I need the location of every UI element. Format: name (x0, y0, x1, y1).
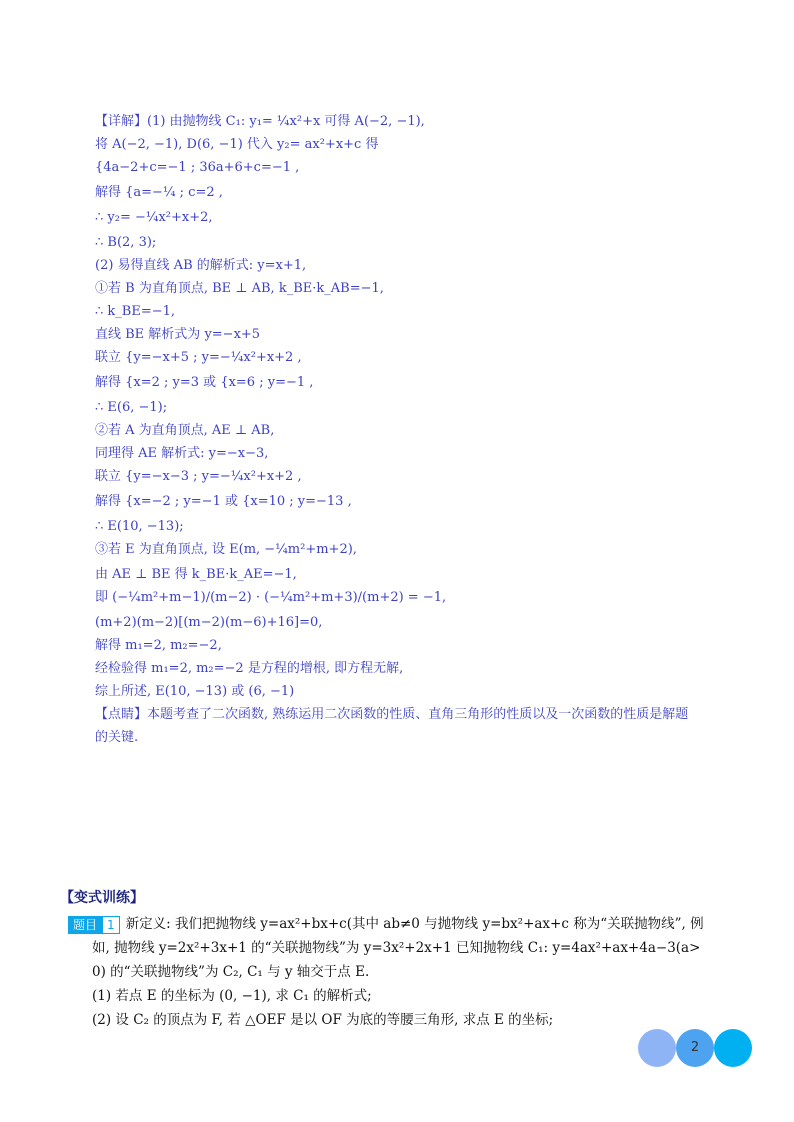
solution-line: ①若 B 为直角顶点, BE ⊥ AB, k_BE·k_AB=−1, (95, 281, 384, 296)
solution-line: 解得 {a=−¼ ; c=2 , (95, 185, 223, 200)
page-number-badge (638, 1029, 753, 1069)
solution-line: 综上所述, E(10, −13) 或 (6, −1) (95, 684, 295, 699)
solution-line: 联立 {y=−x−3 ; y=−¼x²+x+2 , (95, 469, 302, 484)
problem-tag-number: 1 (102, 916, 120, 934)
solution-line: 直线 BE 解析式为 y=−x+5 (95, 327, 261, 342)
question-1: (1) 若点 E 的坐标为 (0, −1), 求 C₁ 的解析式; (92, 988, 372, 1004)
badge-circle-right (714, 1029, 752, 1067)
problem-line-1 (68, 912, 748, 936)
question-2: (2) 设 C₂ 的顶点为 F, 若 △OEF 是以 OF 为底的等腰三角形, 求点 E 的坐标; (92, 1012, 554, 1028)
problem-tag: 题目 (68, 916, 102, 934)
solution-line: {4a−2+c=−1 ; 36a+6+c=−1 , (95, 160, 300, 175)
solution-line: 联立 {y=−x+5 ; y=−¼x²+x+2 , (95, 350, 302, 365)
problem-text: 新定义: 我们把抛物线 y=ax²+bx+c(其中 ab≠0 与抛物线 y=bx²+ax+c 称为“关联抛物线”, 例 (125, 916, 704, 932)
solution-line: 即 (−¼m²+m−1)/(m−2) · (−¼m²+m+3)/(m+2) = −1, (95, 590, 447, 605)
section-heading: 【变式训练】 (60, 890, 144, 906)
solution-line: ③若 E 为直角顶点, 设 E(m, −¼m²+m+2), (95, 542, 357, 557)
solution-line: ∴ k_BE=−1, (95, 304, 176, 319)
solution-line: 由 AE ⊥ BE 得 k_BE·k_AE=−1, (95, 567, 297, 582)
solution-block (95, 114, 735, 753)
problem-line-2: 如, 抛物线 y=2x²+3x+1 的“关联抛物线”为 y=3x²+2x+1 已知抛物线 C₁: y=4ax²+ax+4a−3(a> (92, 940, 701, 956)
solution-line: ∴ y₂= −¼x²+x+2, (95, 210, 213, 225)
solution-line: 经检验得 m₁=2, m₂=−2 是方程的增根, 即方程无解, (95, 661, 404, 676)
problem-line-3: 0) 的“关联抛物线”为 C₂, C₁ 与 y 轴交于点 E. (92, 964, 370, 980)
solution-line: 解得 {x=−2 ; y=−1 或 {x=10 ; y=−13 , (95, 494, 352, 509)
solution-line: 将 A(−2, −1), D(6, −1) 代入 y₂= ax²+x+c 得 (95, 137, 379, 152)
badge-circle-left (638, 1029, 676, 1067)
solution-line: ∴ E(6, −1); (95, 400, 168, 415)
solution-line: (2) 易得直线 AB 的解析式: y=x+1, (95, 258, 307, 273)
solution-line: 解得 {x=2 ; y=3 或 {x=6 ; y=−1 , (95, 375, 314, 390)
page-number: 2 (690, 1040, 700, 1055)
solution-line: ∴ B(2, 3); (95, 235, 157, 250)
solution-line: 同理得 AE 解析式: y=−x−3, (95, 446, 269, 461)
solution-line: ②若 A 为直角顶点, AE ⊥ AB, (95, 423, 275, 438)
solution-line: 【详解】(1) 由抛物线 C₁: y₁= ¼x²+x 可得 A(−2, −1), (95, 114, 425, 129)
problem-block (68, 912, 748, 1032)
solution-line: ∴ E(10, −13); (95, 519, 184, 534)
solution-line: (m+2)(m−2)[(m−2)(m−6)+16]=0, (95, 615, 323, 630)
solution-line: 解得 m₁=2, m₂=−2, (95, 638, 222, 653)
solution-line: 的关键. (95, 730, 139, 745)
solution-line: 【点睛】本题考查了二次函数, 熟练运用二次函数的性质、直角三角形的性质以及一次函数的性质是解题 (95, 707, 689, 722)
